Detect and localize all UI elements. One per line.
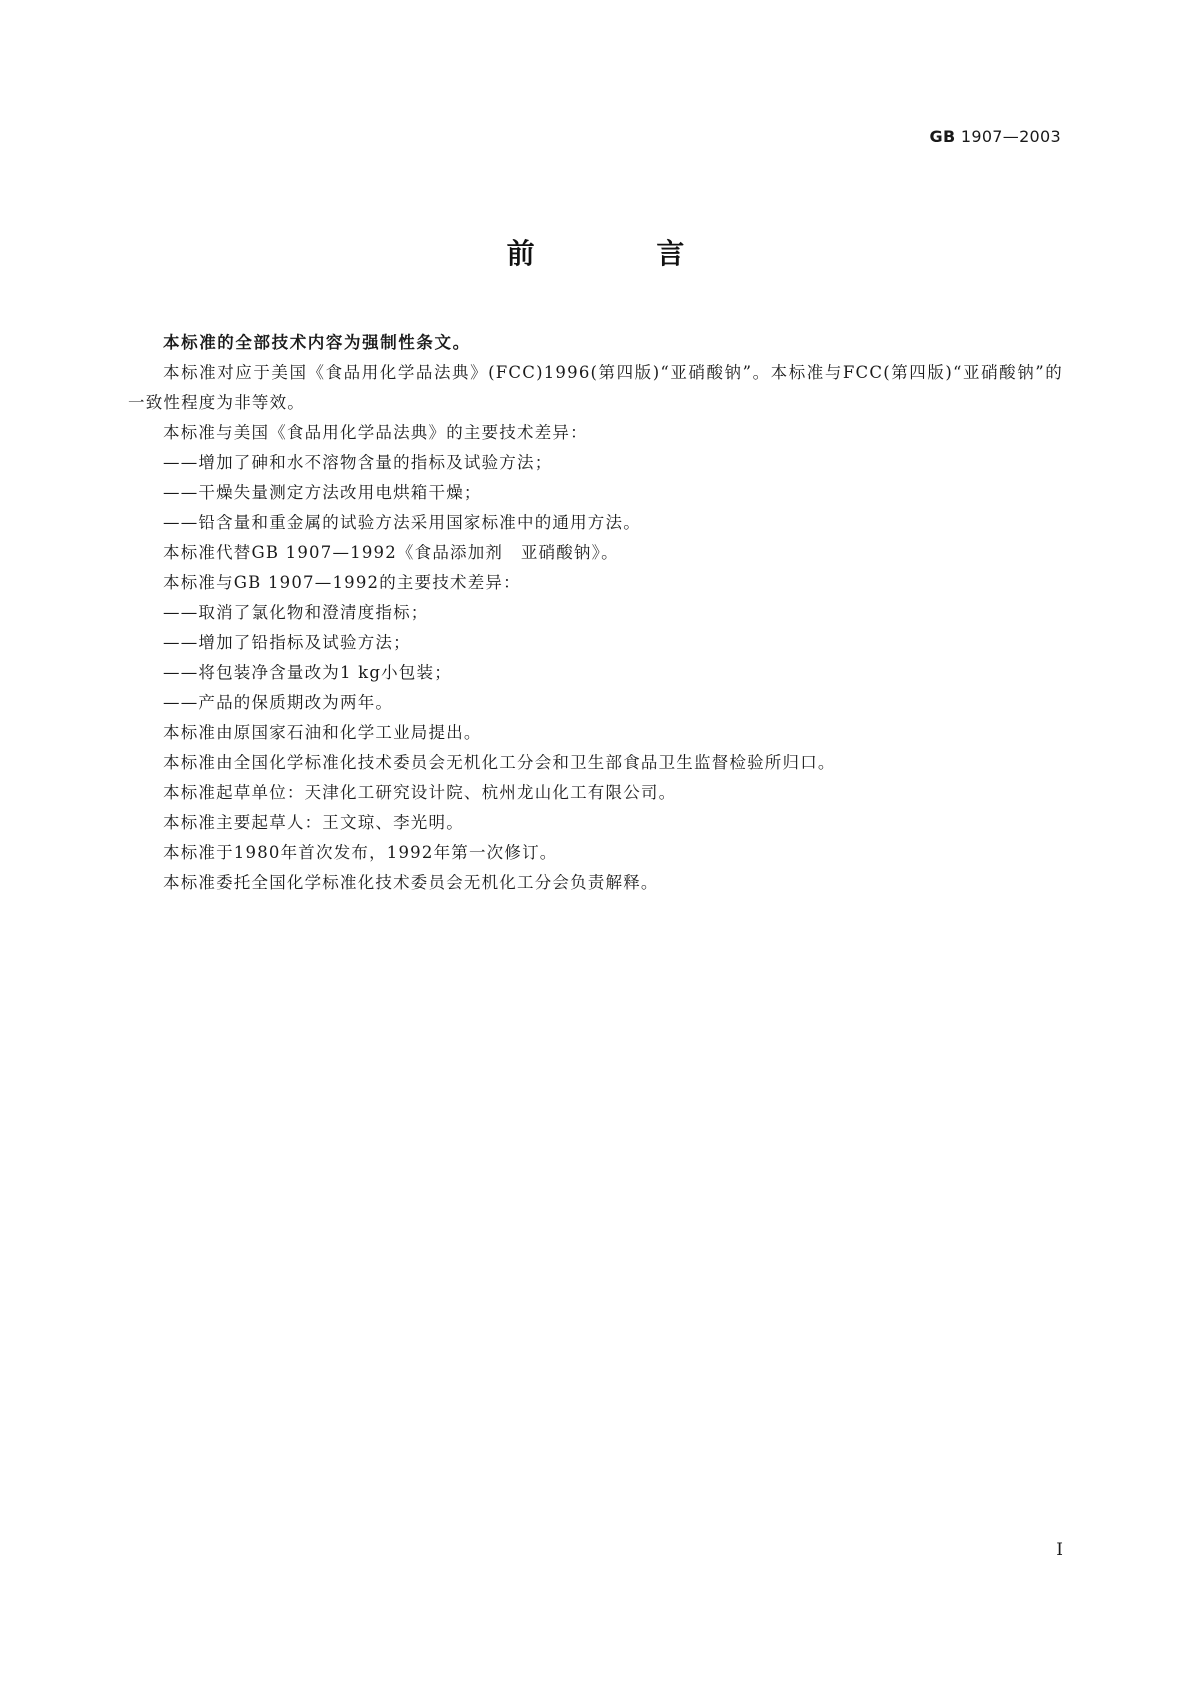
list-item: ——铅含量和重金属的试验方法采用国家标准中的通用方法。: [163, 513, 641, 532]
standard-code-prefix: GB: [929, 127, 956, 146]
paragraph: 本标准主要起草人：王文琼、李光明。: [163, 813, 464, 832]
page-title: 前 言: [506, 237, 741, 270]
list-item: ——干燥失量测定方法改用电烘箱干燥；: [163, 483, 482, 502]
paragraph: 本标准由全国化学标准化技术委员会无机化工分会和卫生部食品卫生监督检验所归口。: [163, 753, 836, 772]
paragraph: 本标准与GB 1907—1992的主要技术差异：: [163, 573, 521, 592]
paragraph: 本标准对应于美国《食品用化学品法典》(FCC)1996(第四版)“亚硝酸钠”。本标准与FCC(第四版)“亚硝酸钠”的一致性程度为非等效。: [128, 363, 1063, 412]
list-item: ——将包装净含量改为1 kg小包装；: [163, 663, 452, 682]
foreword-body: [128, 328, 1063, 898]
standard-code-number: 1907—2003: [960, 127, 1061, 146]
standard-code: [930, 127, 1061, 146]
list-item: ——产品的保质期改为两年。: [163, 693, 394, 712]
list-item: ——取消了氯化物和澄清度指标；: [163, 603, 429, 622]
paragraph: 本标准与美国《食品用化学品法典》的主要技术差异：: [163, 423, 588, 442]
paragraph: 本标准起草单位：天津化工研究设计院、杭州龙山化工有限公司。: [163, 783, 677, 802]
page-number: I: [1056, 1540, 1063, 1560]
paragraph: 本标准委托全国化学标准化技术委员会无机化工分会负责解释。: [163, 873, 659, 892]
paragraph-mandatory-statement: 本标准的全部技术内容为强制性条文。: [163, 333, 471, 352]
paragraph: 本标准于1980年首次发布，1992年第一次修订。: [163, 843, 558, 862]
list-item: ——增加了铅指标及试验方法；: [163, 633, 411, 652]
paragraph: 本标准代替GB 1907—1992《食品添加剂 亚硝酸钠》。: [163, 543, 619, 562]
paragraph: 本标准由原国家石油和化学工业局提出。: [163, 723, 482, 742]
list-item: ——增加了砷和水不溶物含量的指标及试验方法；: [163, 453, 553, 472]
